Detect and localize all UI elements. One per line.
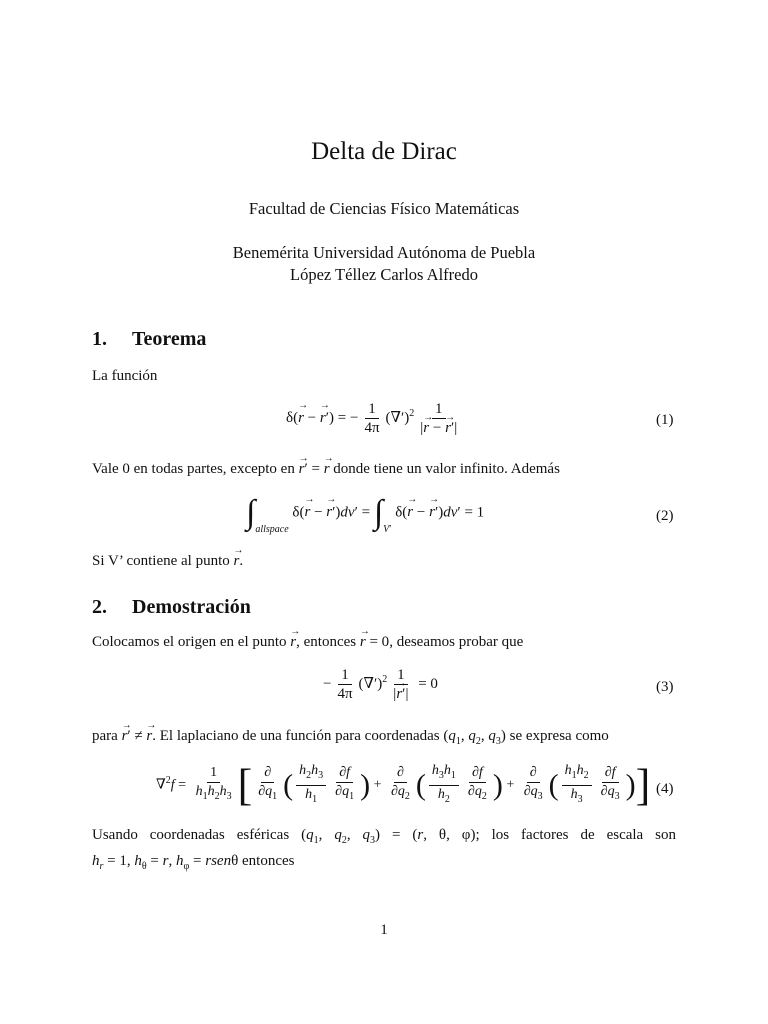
section-heading-demostracion [92, 596, 251, 619]
author-line: López Téllez Carlos Alfredo [289, 265, 478, 284]
paragraph-text: Usando coordenadas esféricas [92, 827, 290, 843]
section-number: 2. [92, 596, 107, 618]
equation-4: ∇$^2$f = $\frac{1}{h_1h_2h_3}$ [ $\frac{\partial}{\partial q_1}$ ( $\frac{h_2h_3}{h_1}$ $\frac{\partial f}{\partial q_1}$ ) + $\frac{\partial}{\partial q_2}$ ( $\frac{h_3h_1}{h_2}$ $\frac{\partial f}{\partial q_2}$ ) + $\frac{\partial}{\partial q_3}$ ( $\frac{h_1h_2}{h_3}$ $\frac{\partial f}{\partial q_3}$ )] [156, 760, 651, 810]
paragraph-colocamos: Colocamos el origen en el punto → r, entonces → r = 0, deseamos probar que [92, 632, 676, 652]
paragraph-text: donde tiene un valor infinito. Además [333, 461, 560, 477]
equation-2-number: (2) [656, 508, 674, 524]
section-title: Demostración [132, 596, 251, 618]
paragraph-text: Vale 0 en todas partes, excepto en [92, 461, 295, 477]
page-number: 1 [380, 922, 388, 938]
equation-2: $\int_{allspace}$ δ(→ r − → $r')dv' = \int_{V'}$ δ(→ r − → r′)dv′ = 1 [246, 494, 484, 532]
paragraph-la-funcion: La función [92, 368, 158, 384]
paragraph-vale-cero: Vale 0 en todas partes, excepto en → r′ = → r donde tiene un valor infinito. Además [92, 459, 676, 479]
equation-4-number: (4) [656, 781, 674, 797]
equation-1-number: (1) [656, 412, 674, 428]
paragraph-text: entonces [242, 853, 295, 869]
university-line: Benemérita Universidad Autónoma de Puebla [232, 243, 536, 262]
section-number: 1. [92, 328, 107, 350]
paragraph-para: para → r′ ≠ → r. El laplaciano de una función para coordenadas ($q_1$, $q_2$, $q_3$) se expresa como [92, 726, 676, 752]
equation-1: δ(→ r − → r′) = − $\frac{1}{4\pi}$ (∇′)$^2$ $\frac{1}{|\to r - \to r'|}$ [286, 400, 463, 437]
paragraph-text: , entonces [296, 634, 357, 650]
paragraph-text: , deseamos probar que [389, 634, 524, 650]
paragraph-text: se expresa como [509, 728, 609, 744]
paragraph-text: . El laplaciano de una función para coordenadas [152, 728, 440, 744]
paragraph-text: para [92, 728, 118, 744]
paragraph-usando: Usando coordenadas esféricas ($q_1$, $q_2$, $q_3) = (r$, θ, φ); los factores de escala son $h_r = 1$, $h_\theta = r$, $h_\varphi$ = rsenθ entonces [92, 827, 676, 872]
equation-3-number: (3) [656, 679, 674, 695]
paper-title: Delta de Dirac [311, 138, 457, 165]
paragraph-text: ; los factores de escala son [475, 827, 676, 843]
section-title: Teorema [132, 328, 207, 350]
paragraph-text: Si V’ contiene al punto [92, 553, 230, 569]
paragraph-text: Colocamos el origen en el punto [92, 634, 287, 650]
equation-3: − $\frac{1}{4\pi}$ (∇′)$^2$ $\frac{1}{|\to r'|}$ = 0 [323, 666, 438, 703]
section-heading-teorema [92, 328, 206, 351]
integral-domain-label: allspace [255, 524, 289, 536]
paragraph-si-v: Si V’ contiene al punto → r. [92, 551, 676, 571]
faculty-line: Facultad de Ciencias Físico Matemáticas [248, 199, 520, 218]
